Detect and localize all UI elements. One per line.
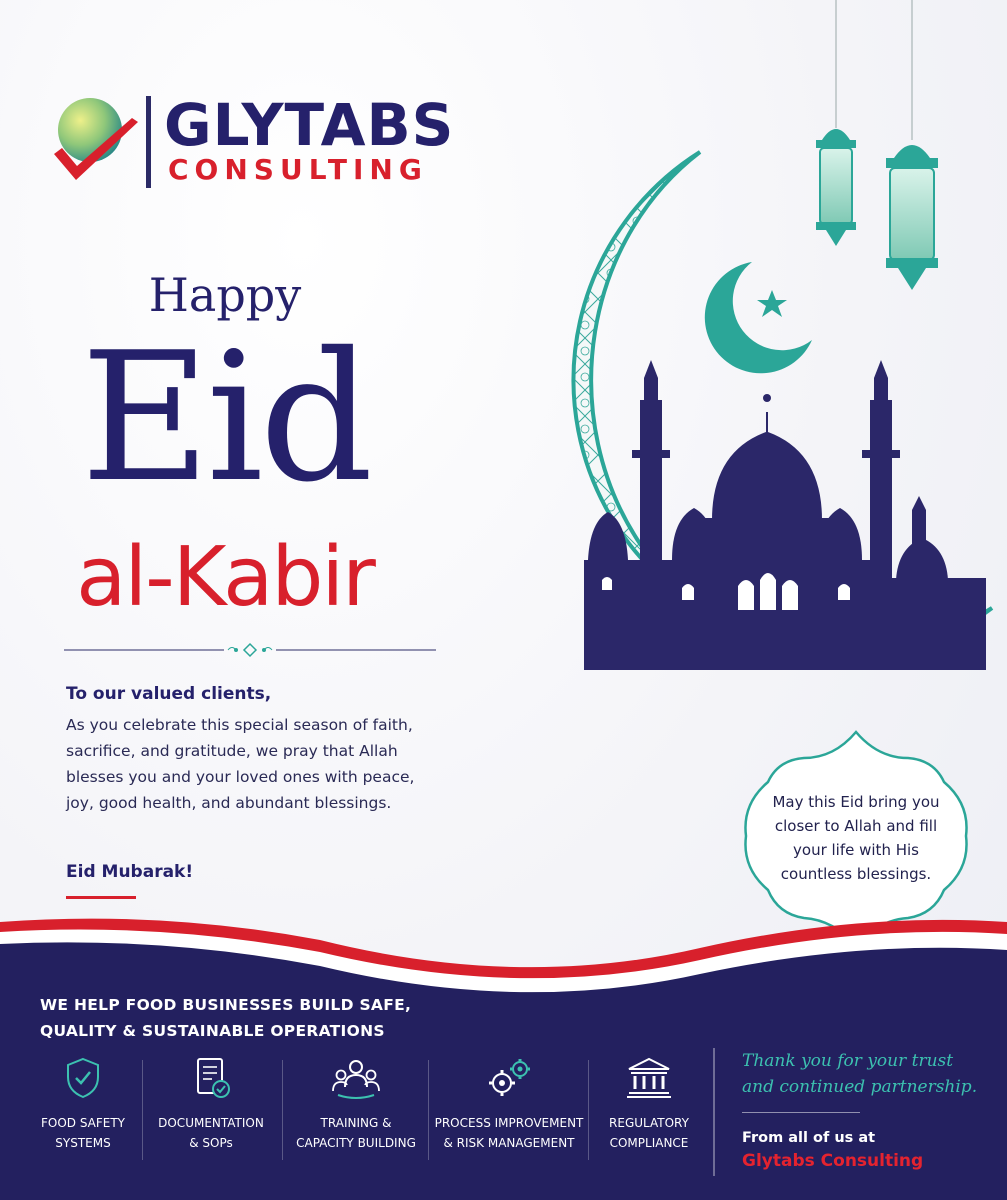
- service-label-line2: COMPLIANCE: [609, 1136, 689, 1150]
- thank-you-line2: and continued partnership.: [742, 1077, 978, 1097]
- lantern-right-icon: [886, 0, 938, 290]
- small-crescent-icon: [705, 262, 812, 373]
- people-group-icon: [330, 1055, 382, 1101]
- logo-divider: [146, 96, 151, 188]
- brand-name: GLYTABS: [164, 91, 455, 159]
- services-heading-line2: QUALITY & SUSTAINABLE OPERATIONS: [40, 1022, 385, 1040]
- mosque-silhouette: [584, 360, 986, 670]
- greeting: To our valued clients,: [66, 684, 272, 704]
- gears-icon: [484, 1055, 534, 1101]
- services-heading: [40, 992, 640, 1044]
- thank-you-underline: [742, 1112, 860, 1113]
- service-documentation: [146, 1055, 276, 1165]
- sign-off-from: From all of us at: [742, 1130, 876, 1146]
- shield-check-icon: [60, 1055, 106, 1101]
- document-check-icon: [188, 1055, 234, 1101]
- service-label-line1: TRAINING &: [320, 1116, 392, 1130]
- logo-globe-check-icon: [42, 92, 142, 192]
- headline-eid: Eid: [80, 314, 370, 521]
- sign-off-company: Glytabs Consulting: [742, 1151, 924, 1171]
- blessing-message: May this Eid bring you closer to Allah and fill your life with His countless blessings.: [772, 793, 940, 883]
- service-label-line1: FOOD SAFETY: [40, 1116, 126, 1130]
- service-training: [286, 1055, 426, 1165]
- thank-you-message: [742, 1048, 992, 1100]
- headline-al-kabir: al-Kabir: [76, 530, 374, 625]
- ornament-divider: [64, 642, 436, 658]
- service-regulatory: [592, 1055, 706, 1165]
- service-label-line2: SYSTEMS: [55, 1136, 111, 1150]
- closing-eid-mubarak: Eid Mubarak!: [66, 862, 194, 882]
- thank-you-line1: Thank you for your trust: [742, 1051, 954, 1071]
- service-food-safety: [28, 1055, 138, 1165]
- service-label-line1: DOCUMENTATION: [158, 1116, 264, 1130]
- service-process-improvement: [432, 1055, 586, 1165]
- lantern-left-icon: [816, 0, 856, 246]
- message-body: As you celebrate this special season of faith, sacrifice, and gratitude, we pray that Allah blesses you and your loved ones with peace, joy, good health, and abundant blessings.: [66, 716, 415, 812]
- service-label-line1: PROCESS IMPROVEMENT: [434, 1116, 584, 1130]
- courthouse-icon: [624, 1055, 674, 1101]
- brand-subtitle: CONSULTING: [168, 153, 428, 186]
- service-label-line2: CAPACITY BUILDING: [296, 1136, 416, 1150]
- service-divider: [142, 1060, 143, 1160]
- service-divider: [588, 1060, 589, 1160]
- headline-happy: Happy: [148, 268, 302, 322]
- closing-underline: [66, 896, 136, 899]
- service-divider: [428, 1060, 429, 1160]
- star-icon: [757, 290, 787, 317]
- service-divider: [282, 1060, 283, 1160]
- service-label-line1: REGULATORY: [609, 1116, 689, 1130]
- footer-divider: [713, 1048, 715, 1176]
- service-label-line2: & SOPs: [189, 1136, 233, 1150]
- services-heading-line1: WE HELP FOOD BUSINESSES BUILD SAFE,: [40, 996, 412, 1014]
- service-label-line2: & RISK MANAGEMENT: [443, 1136, 575, 1150]
